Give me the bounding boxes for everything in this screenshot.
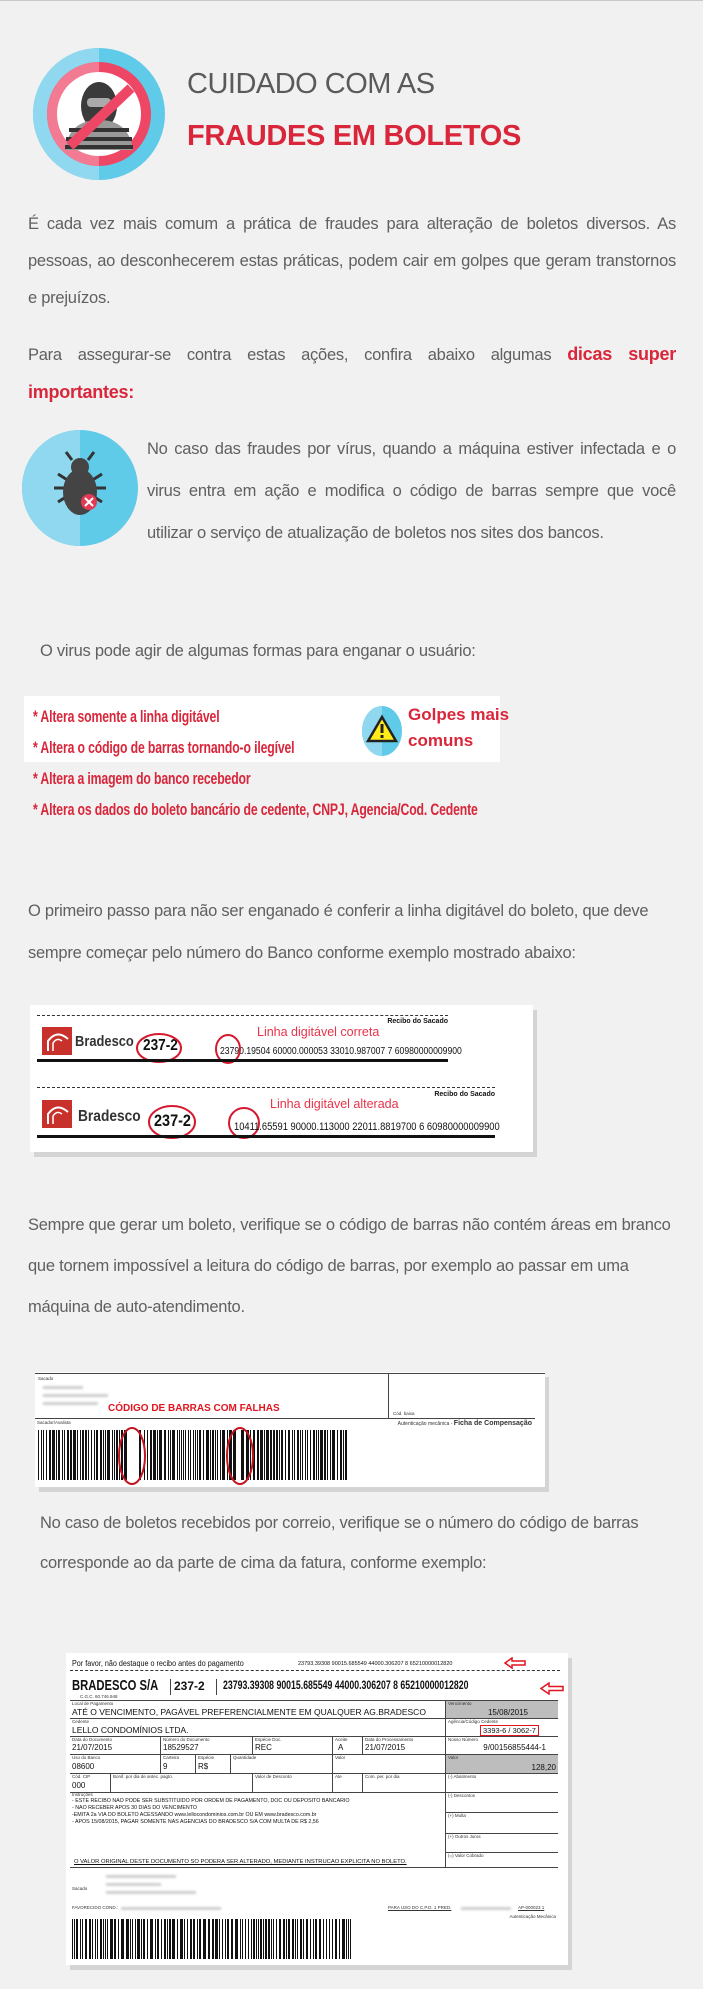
field-value: 9 [163, 1762, 168, 1771]
barcode-bar [348, 1919, 349, 1959]
barcode-bar [97, 1919, 98, 1959]
digitable-line: 10411.65591 90000.113000 22011.8819700 6 60980000009900 [234, 1121, 500, 1133]
barcode-bar [273, 1919, 274, 1959]
barcode-bar [326, 1919, 327, 1959]
field-label: (=) Valor Cobrado [448, 1853, 484, 1858]
barcode-bar [315, 1919, 317, 1959]
dashed-cut-line [70, 1670, 560, 1671]
barcode-bar [126, 1919, 129, 1959]
field-value: 128,20 [531, 1763, 556, 1772]
barcode-bar [263, 1919, 264, 1959]
barcode-bar [80, 1919, 81, 1959]
barcode-bar [118, 1919, 119, 1959]
field-label: Cedente [72, 1719, 90, 1724]
field-label: Com. per. por dia [365, 1774, 400, 1779]
field-label: Nosso Número [448, 1737, 479, 1742]
receipt-label: Recibo do Sacado [387, 1018, 448, 1025]
barcode-bar [114, 1919, 116, 1959]
barcode-bar [339, 1919, 340, 1959]
barcode-bar [283, 1919, 285, 1959]
arrow-left-icon [504, 1657, 526, 1669]
barcode-bar [164, 1919, 166, 1959]
field-label: (+) Outros Juros [448, 1834, 481, 1839]
digitable-line: 23793.39308 90015.685549 44000.306207 8 65210000012820 [223, 1680, 469, 1692]
barcode-bar [72, 1919, 73, 1959]
field-label: (-) Descontos [448, 1793, 476, 1798]
barcode-bar [271, 1919, 272, 1959]
barcode-bar [132, 1919, 133, 1959]
barcode-bar [265, 1919, 267, 1959]
barcode-bar [245, 1919, 246, 1959]
barcode-bar [288, 1919, 290, 1959]
barcode-bar [161, 1919, 162, 1959]
barcode-bar [332, 1919, 333, 1959]
field-value: R$ [198, 1762, 209, 1771]
barcode-bar [100, 1919, 102, 1959]
title-line-1: CUIDADO COM AS [187, 68, 435, 100]
field-label: Bonif. por dia de antec. pagto. [113, 1774, 174, 1779]
badge-line-1: Golpes mais [408, 705, 510, 724]
instruction: - NAO RECEBER APOS 30 DIAS DO VENCIMENTO [72, 1805, 197, 1811]
bank-name: Bradesco [75, 1033, 134, 1050]
barcode-bar [82, 1919, 83, 1959]
auth-label: Autenticação mecânica - [397, 1421, 454, 1427]
bank-name: Bradesco [78, 1108, 141, 1125]
sacado-label: Sacado [72, 1886, 88, 1891]
redacted-text [106, 1891, 196, 1894]
barcode-bar [342, 1919, 345, 1959]
barcode-bar [199, 1919, 201, 1959]
field-value: 18529527 [163, 1743, 199, 1752]
field-label: Valor de Desconto [255, 1774, 292, 1779]
field-value: 08600 [72, 1762, 95, 1771]
barcode-bar [157, 1919, 159, 1959]
rule [70, 1867, 558, 1868]
first-step-paragraph: O primeiro passo para não ser enganado é conferir a linha digitável do boleto, que deve sempre começar pelo número do Banco conforme exemplo mostrado abaixo: [28, 902, 649, 962]
rule [70, 1736, 558, 1737]
field-label: Data do Processamento [365, 1737, 414, 1742]
barcode-bar [147, 1919, 148, 1959]
field-value: LELLO CONDOMÍNIOS LTDA. [72, 1725, 189, 1735]
barcode-bar [219, 1919, 220, 1959]
barcode-bar [279, 1919, 281, 1959]
barcode-bar [240, 1919, 241, 1959]
divider [252, 1736, 253, 1754]
barcode-bar [251, 1919, 252, 1959]
field-label: Local de Pagamento [72, 1701, 114, 1706]
rule [70, 1700, 558, 1701]
barcode-bar [187, 1919, 188, 1959]
barcode [72, 1919, 352, 1959]
barcode-bar [323, 1919, 324, 1959]
altered-label: Linha digitável alterada [270, 1097, 399, 1111]
barcode-bar [350, 1919, 351, 1959]
barcode-bar [89, 1919, 91, 1959]
barcode-bar [169, 1919, 171, 1959]
field-label: Ate [335, 1774, 342, 1779]
rule [70, 1754, 558, 1755]
barcode-bar [313, 1919, 314, 1959]
cgc: C.G.C. 60.746.948 [80, 1694, 118, 1699]
sacador-label: Sacador/Avalista [37, 1420, 71, 1425]
tips-intro-text: Para assegurar-se contra estas ações, confira abaixo algumas [28, 346, 568, 364]
rule [37, 1059, 448, 1062]
instruction: - ESTE RECIBO NAO PODE SER SUBSTITUIDO POR ORDEM DE PAGAMENTO, DOC OU DEPOSITO BANCARIO [72, 1798, 350, 1804]
field-value: 9/00156855444-1 [483, 1743, 546, 1752]
field-value: 000 [72, 1781, 86, 1790]
example-barcode-failures-image [35, 1372, 545, 1487]
field-label: Agência/Código Cedente [448, 1719, 499, 1724]
scams-badge [408, 702, 509, 754]
rule [70, 1792, 558, 1793]
scam-item: * Altera a imagem do banco recebedor [33, 769, 251, 788]
tips-intro [28, 336, 676, 412]
barcode-bar [231, 1919, 233, 1959]
failure-circles [35, 1372, 545, 1487]
barcode-bar [286, 1919, 287, 1959]
virus-paragraph: No caso das fraudes por vírus, quando a máquina estiver infectada e o virus entra em ação e modifica o código de barras sempre que você utilizar o serviço de atualização de boletos nos sites dos bancos. [147, 440, 676, 542]
barcode-bar [167, 1919, 168, 1959]
field-label: Aceite [335, 1737, 348, 1742]
warning-icon [362, 706, 402, 756]
divider [216, 1679, 217, 1695]
barcode-bar [276, 1919, 277, 1959]
divider [195, 1754, 196, 1773]
barcode-bar [105, 1919, 106, 1959]
barcode-bar [215, 1919, 218, 1959]
redacted-text [106, 1875, 176, 1878]
field-label: Uso do Banco [72, 1755, 101, 1760]
ap-code: AP-000023 1 [518, 1905, 545, 1910]
favorecido-label: FAVORECIDO COND.: [72, 1905, 119, 1910]
sacado-label: Sacado [38, 1376, 54, 1381]
arrow-left-icon [540, 1682, 564, 1695]
barcode-bar [74, 1919, 75, 1959]
digitable-line: 23790.19504 60000.000053 33010.987007 7 60980000009900 [220, 1045, 462, 1057]
barcode-bar [319, 1919, 321, 1959]
scam-item: * Altera o código de barras tornando-o ilegível [33, 738, 295, 757]
barcode-bar [135, 1919, 136, 1959]
field-label: (-) Abatimento [448, 1774, 477, 1779]
rule [37, 1135, 495, 1138]
redacted-text [461, 1907, 511, 1910]
barcode-bar [203, 1919, 206, 1959]
title-line-2: FRAUDES EM BOLETOS [187, 120, 522, 152]
field-label: (+) Multa [448, 1813, 466, 1818]
field-label: Espécie [198, 1755, 215, 1760]
example-linha-digitavel-image [30, 1005, 533, 1152]
field-value: 21/07/2015 [72, 1743, 113, 1752]
barcode-bar [335, 1919, 337, 1959]
barcode-bar [303, 1919, 304, 1959]
field-label: Carteira [163, 1755, 180, 1760]
field-value: 15/08/2015 [487, 1708, 528, 1717]
instructions [72, 1798, 350, 1826]
barcode-bar [180, 1919, 183, 1959]
cpd-label: PARA USO DO C.P.D. 1 PRED. [388, 1905, 452, 1910]
virus-forms-text: O virus pode agir de algumas formas para enganar o usuário: [40, 642, 476, 660]
divider [362, 1773, 363, 1792]
auth-label: Autenticação Mecânica [509, 1914, 556, 1919]
bradesco-logo-icon [42, 1100, 72, 1128]
bank-code: 237-2 [174, 1679, 205, 1693]
barcode-bar [295, 1919, 296, 1959]
divider [332, 1736, 333, 1792]
scam-item: * Altera somente a linha digitável [33, 707, 220, 726]
barcode-bar [346, 1919, 347, 1959]
barcode-tip-paragraph: Sempre que gerar um boleto, verifique se o código de barras não contém áreas em branco que tornem impossível a leitura do código de barras, por exemplo ao passar em uma máquina de auto-atendimento. [28, 1216, 671, 1316]
barcode-bar [143, 1919, 145, 1959]
field-label: Vencimento [448, 1701, 472, 1706]
field-label: Espécie Doc. [255, 1737, 282, 1742]
field-label: Instruções [72, 1792, 93, 1797]
field-value: 21/07/2015 [365, 1743, 406, 1752]
barcode-bar [141, 1919, 142, 1959]
barcode-bar [95, 1919, 96, 1959]
original-value-note: O VALOR ORIGINAL DESTE DOCUMENTO SO PODERA SER ALTERADO, MEDIANTE INSTRUCAO EXPLICITA NO BOLETO. [74, 1859, 407, 1865]
no-thief-icon [33, 48, 165, 180]
mail-tip-paragraph: No caso de boletos recebidos por correio, verifique se o número do código de barras corresponde ao da parte de cima da fatura, conforme exemplo: [40, 1514, 639, 1572]
field-value: ATÉ O VENCIMENTO, PAGÁVEL PREFERENCIALMENTE EM QUALQUER AG.BRADESCO [72, 1707, 426, 1717]
barcode-bar [225, 1919, 226, 1959]
top-line-number: 23793.39308 90015.685549 44000.306207 8 65210000012820 [298, 1661, 453, 1667]
divider [252, 1773, 253, 1792]
field-label: Número do Documento [163, 1737, 210, 1742]
divider [445, 1700, 446, 1867]
barcode-bar [193, 1919, 195, 1959]
barcode-bar [212, 1919, 214, 1959]
barcode-bar [155, 1919, 156, 1959]
barcode-bar [137, 1919, 140, 1959]
barcode-bar [184, 1919, 185, 1959]
redacted-text [106, 1883, 161, 1886]
barcode-bar [235, 1919, 238, 1959]
field-label: Valor [448, 1755, 459, 1760]
bank-code: 237-2 [154, 1111, 191, 1130]
barcode-bar [258, 1919, 259, 1959]
divider [362, 1736, 363, 1754]
barcode-bar [190, 1919, 192, 1959]
divider [170, 1679, 171, 1695]
notice: Por favor, não destaque o recibo antes do pagamento [72, 1659, 244, 1668]
barcode-bar [242, 1919, 243, 1959]
failures-label: CÓDIGO DE BARRAS COM FALHAS [108, 1403, 280, 1414]
scams-list [33, 701, 673, 825]
barcode-bar [121, 1919, 124, 1959]
receipt-label: Recibo do Sacado [434, 1091, 495, 1098]
barcode-bar [256, 1919, 257, 1959]
field-value: A [338, 1743, 344, 1752]
barcode-bar [172, 1919, 175, 1959]
divider [110, 1773, 111, 1792]
barcode-bar [329, 1919, 330, 1959]
correct-label: Linha digitável correta [257, 1025, 380, 1039]
top-border [0, 0, 703, 1]
divider [160, 1736, 161, 1773]
barcode-bar [177, 1919, 178, 1959]
barcode-bar [150, 1919, 153, 1959]
intro-paragraph: É cada vez mais comum a prática de fraudes para alteração de boletos diversos. As pessoas, ao desconhecerem estas práticas, podem cair em golpes que geram transtornos e prejuízos. [28, 215, 676, 307]
cod-baixa-label: Cód. baixa [393, 1411, 415, 1416]
instruction: -EMITA 2a VIA DO BOLETO ACESSANDO www.lellocondominios.com.br OU EM www.bradesco.com.br [72, 1812, 317, 1818]
tips-highlight: dicas super importantes: [28, 344, 677, 402]
barcode-bar [130, 1919, 131, 1959]
instruction: - APOS 15/08/2015, PAGAR SOMENTE NAS AGENCIAS DO BRADESCO S/A COM MULTA DE R$ 2,56 [72, 1819, 319, 1825]
field-value: REC [255, 1743, 272, 1752]
barcode-bar [253, 1919, 255, 1959]
barcode-bar [306, 1919, 308, 1959]
barcode-bar [260, 1919, 262, 1959]
barcode-bar [248, 1919, 249, 1959]
barcode-bar [300, 1919, 302, 1959]
barcode-bar [107, 1919, 108, 1959]
barcode-bar [197, 1919, 198, 1959]
dashed-cut-line [37, 1087, 495, 1088]
field-label: Valor [335, 1755, 346, 1760]
barcode-bar [110, 1919, 113, 1959]
barcode-bar [85, 1919, 87, 1959]
barcode-bar [103, 1919, 104, 1959]
barcode-bar [310, 1919, 311, 1959]
barcode-bar [222, 1919, 223, 1959]
bank-code: 237-2 [143, 1037, 178, 1054]
barcode-bar [76, 1919, 78, 1959]
field-label: Quantidade [233, 1755, 257, 1760]
barcode-bar [92, 1919, 93, 1959]
field-label: Cód. CIP [72, 1774, 91, 1779]
scam-item: * Altera os dados do boleto bancário de cedente, CNPJ, Agencia/Cod. Cedente [33, 800, 478, 819]
barcode-bar [292, 1919, 294, 1959]
barcode-bar [268, 1919, 270, 1959]
example-boleto-image [66, 1653, 568, 1965]
redacted-text [121, 1907, 221, 1910]
barcode-bar [227, 1919, 229, 1959]
bank-name: BRADESCO S/A [72, 1677, 159, 1694]
bug-icon [22, 430, 138, 546]
field-value-highlighted: 3393-6 / 3062-7 [480, 1725, 539, 1736]
barcode-bar [208, 1919, 210, 1959]
ficha-title: Ficha de Compensação [453, 1420, 532, 1427]
field-label: Data do Documento [72, 1737, 113, 1742]
badge-line-2: comuns [408, 731, 474, 750]
barcode-bar [297, 1919, 298, 1959]
divider [230, 1754, 231, 1773]
